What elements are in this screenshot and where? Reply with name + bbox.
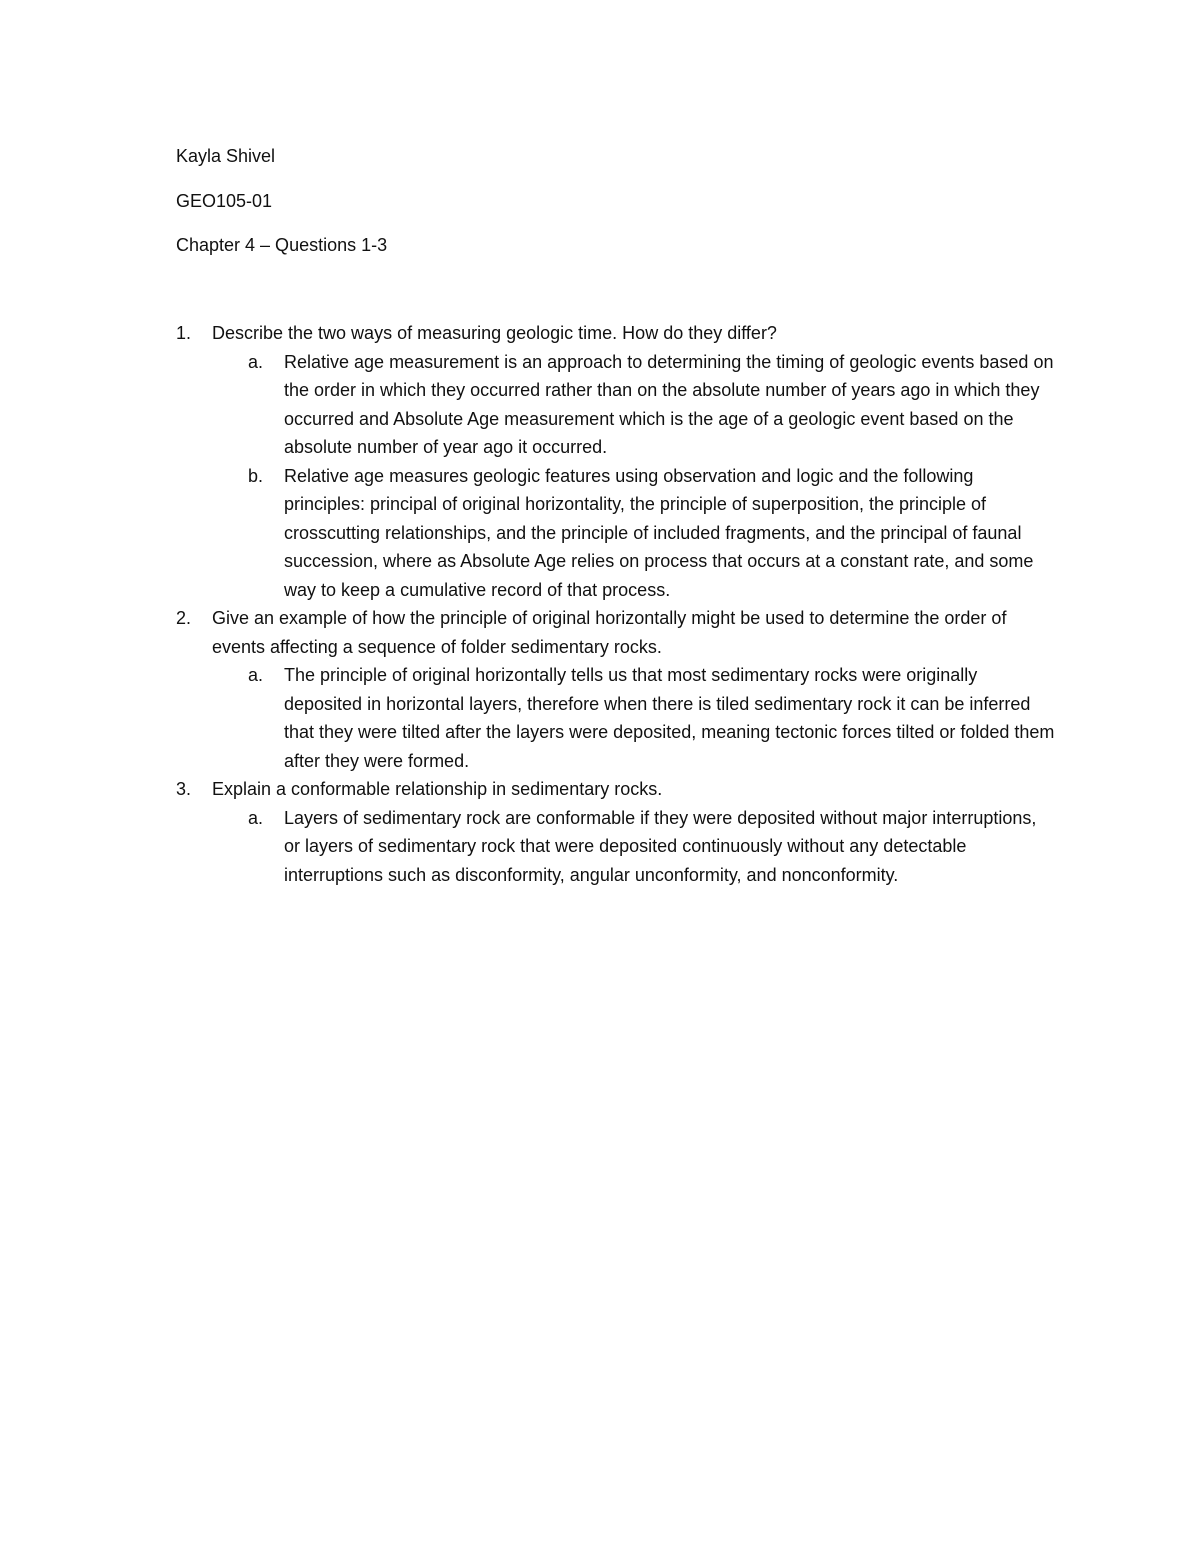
question-text: Describe the two ways of measuring geologic time. How do they differ? — [212, 323, 777, 343]
answer-item — [212, 661, 1056, 775]
question-item — [176, 319, 1056, 604]
question-number: 1. — [176, 323, 192, 343]
answer-letter: a. — [248, 665, 264, 685]
question-number: 3. — [176, 779, 192, 799]
question-item — [176, 604, 1056, 775]
answer-list — [212, 661, 1056, 775]
answer-text: Relative age measures geologic features using observation and logic and the following principles: principal of original horizontality, the principle of superposition, the principle of crosscutting relationships, and the principle of included fragments, and the principal of faunal succession, where as Absolute Age relies on process that occurs at a constant rate, and some way to keep a cumulative record of that process. — [284, 465, 1034, 600]
answer-letter: a. — [248, 351, 264, 372]
answer-item — [212, 804, 1056, 890]
answer-letter: a. — [248, 807, 264, 828]
question-number: 2. — [176, 608, 192, 628]
question-text: Give an example of how the principle of original horizontally might be used to determine the order of events affecting a sequence of folder sedimentary rocks. — [212, 608, 1007, 657]
answer-list — [212, 348, 1056, 605]
course-code: GEO105-01 — [176, 191, 273, 211]
answer-text: Relative age measurement is an approach to determining the timing of geologic events based on the order in which they occurred rather than on the absolute number of years ago in which they occurred and Absolute Age measurement which is the age of a geologic event based on the absolute number of year ago it occurred. — [284, 351, 1054, 457]
answer-text: Layers of sedimentary rock are conformable if they were deposited without major interruptions, or layers of sedimentary rock that were deposited continuously without any detectable interruptions such as disconformity, angular unconformity, and nonconformity. — [284, 807, 1037, 885]
answer-item — [212, 462, 1056, 605]
answer-text: The principle of original horizontally tells us that most sedimentary rocks were originally deposited in horizontal layers, therefore when there is tiled sedimentary rock it can be inferred that they were tilted after the layers were deposited, meaning tectonic forces tilted or folded them after they were formed. — [284, 665, 1055, 771]
question-item — [176, 775, 1056, 889]
answer-list — [212, 804, 1056, 890]
question-list — [176, 319, 1056, 889]
assignment-title: Chapter 4 – Questions 1-3 — [176, 235, 388, 255]
answer-letter: b. — [248, 465, 264, 486]
author-name: Kayla Shivel — [176, 146, 276, 166]
answer-item — [212, 348, 1056, 462]
question-text: Explain a conformable relationship in sedimentary rocks. — [212, 779, 663, 799]
